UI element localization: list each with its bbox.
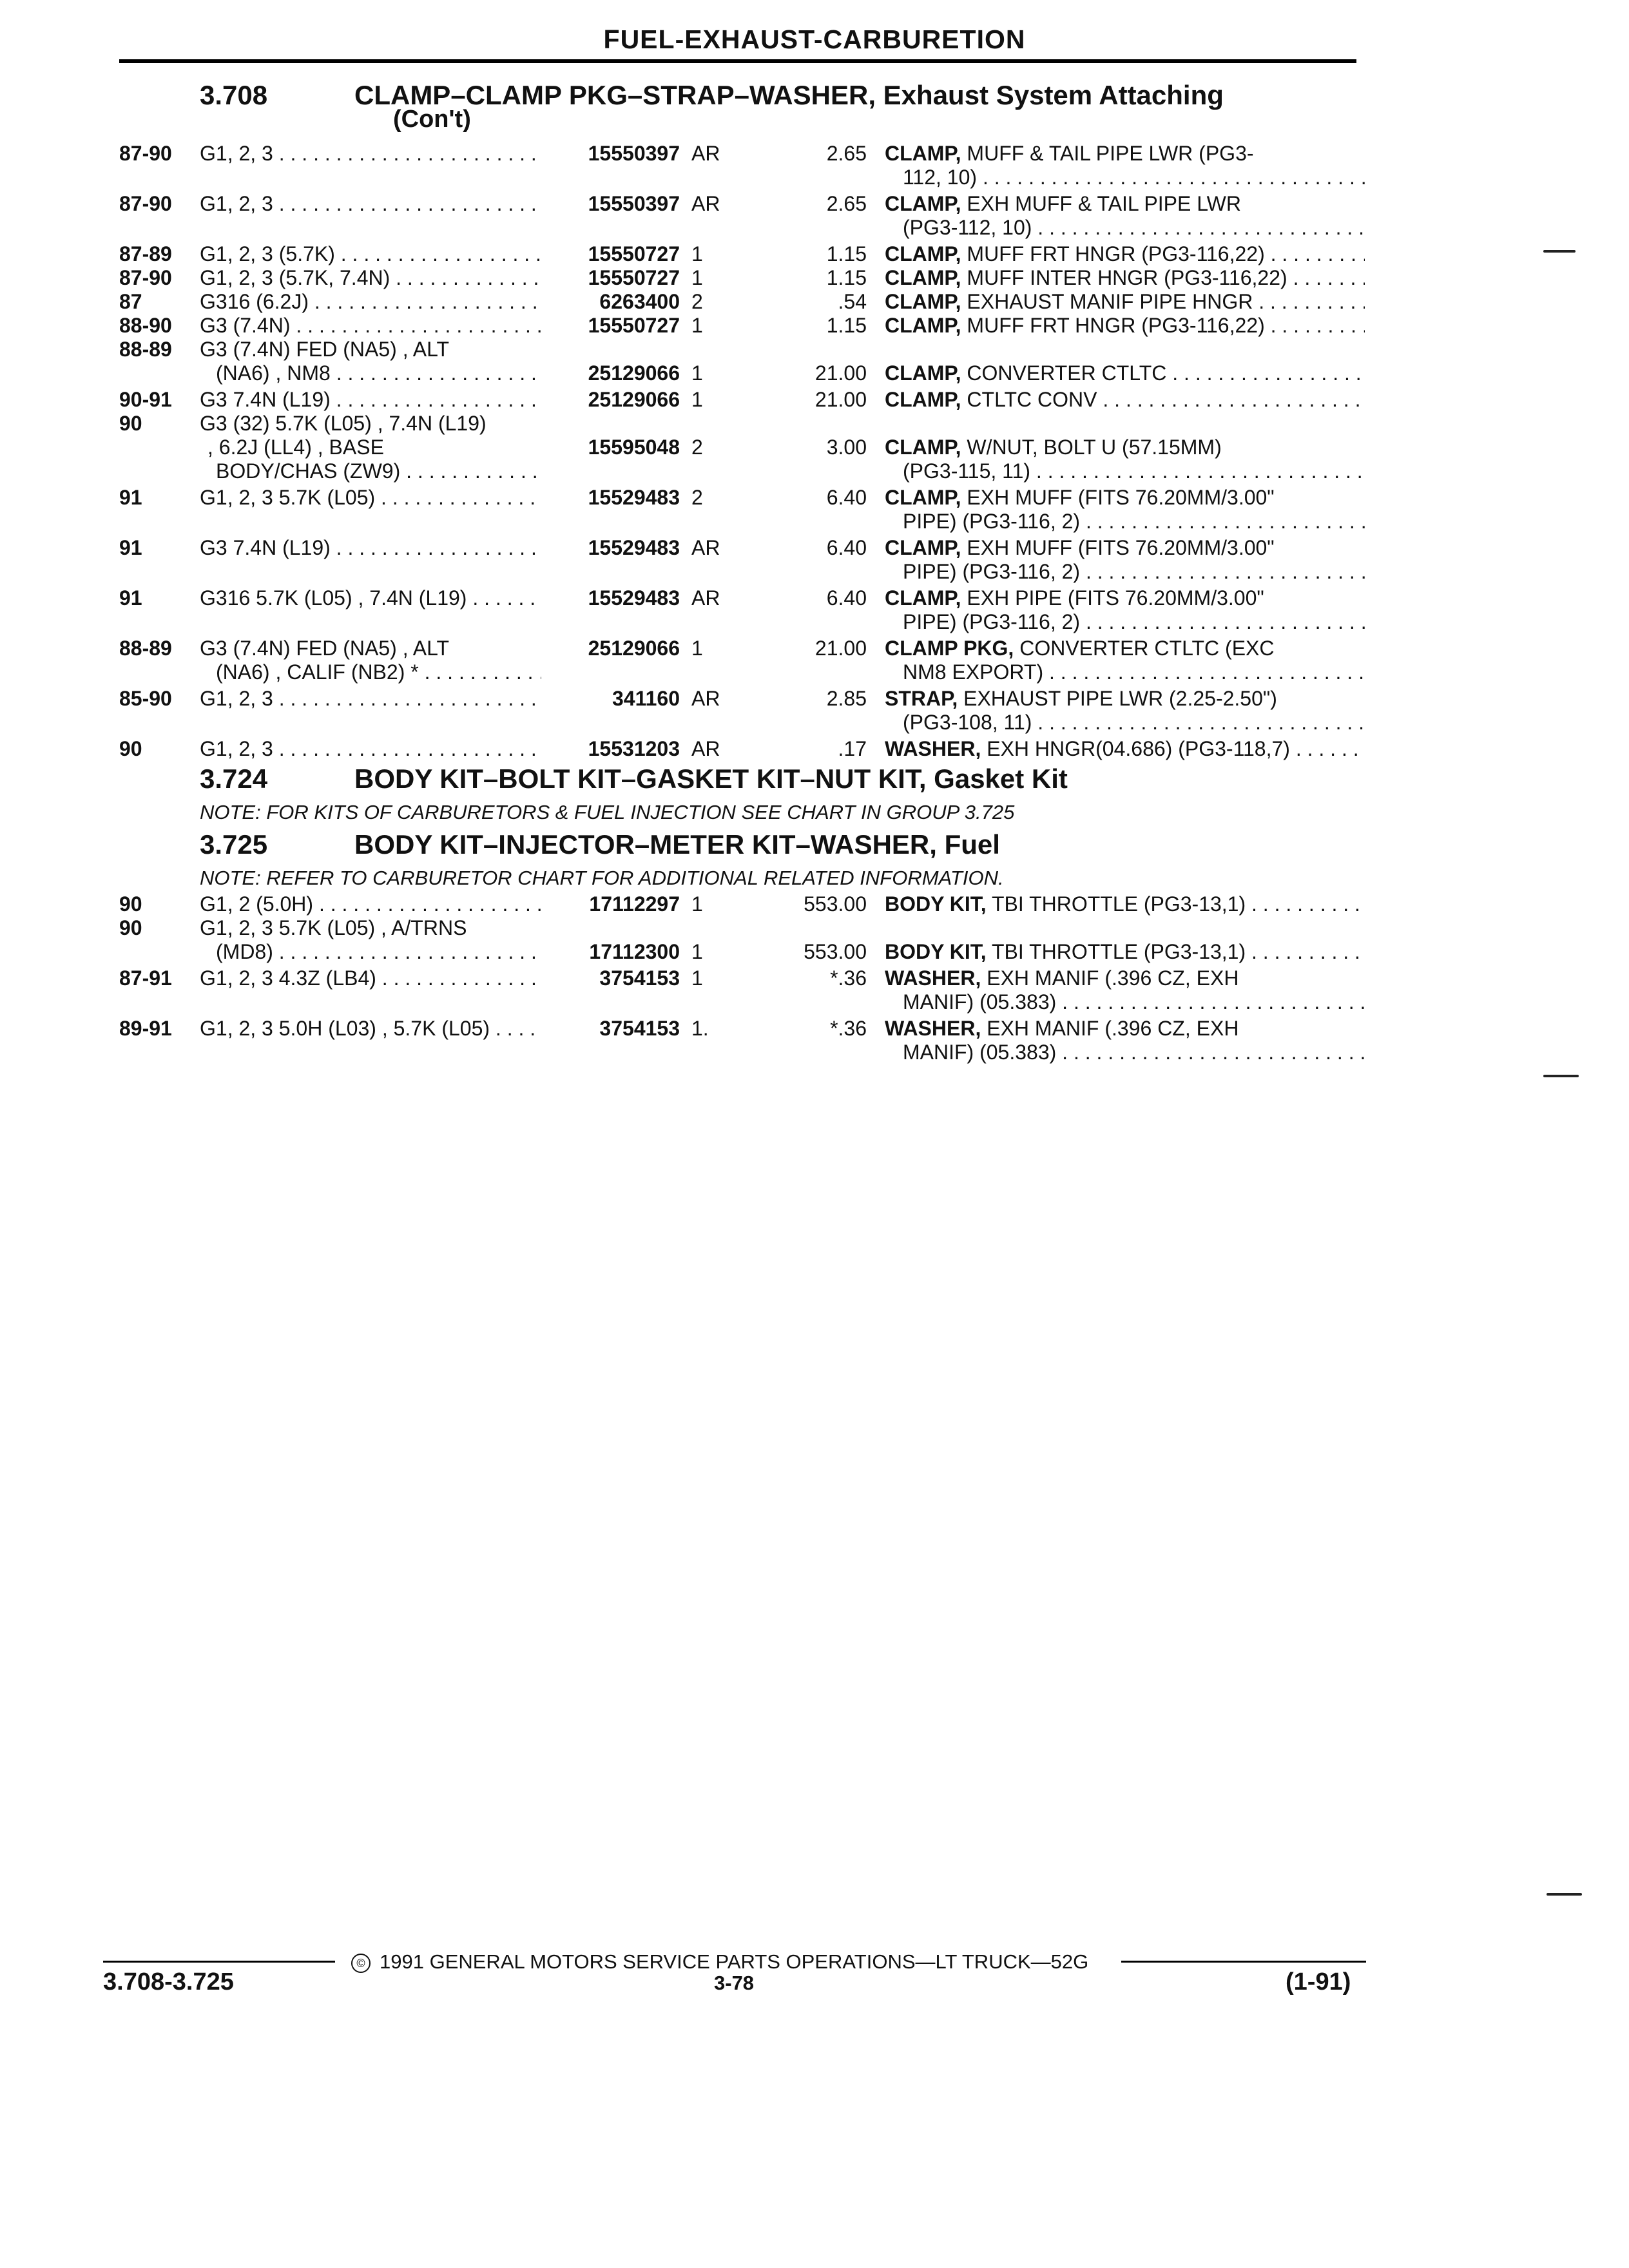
year-range: 87-90 [119,142,172,165]
quantity: 1 [691,966,703,990]
price: 553.00 [804,940,867,963]
quantity: AR [691,687,720,710]
table-row [119,536,1366,584]
description-name: WASHER, [885,737,981,760]
description-line [885,388,1365,412]
description-line [885,266,1365,290]
application-line: G3 (7.4N) FED (NA5) , ALT [200,338,450,361]
footer-edition: (1-91) [1286,1968,1351,1995]
description-name: BODY KIT, [885,892,987,916]
table-row [119,1017,1366,1064]
application-cell [200,142,541,166]
description-name: CLAMP, [885,586,961,610]
description-text: CONVERTER CTLTC [967,361,1167,385]
description-line [885,486,1365,510]
application-line: G3 (7.4N) FED (NA5) , ALT [200,637,450,660]
description-cell [885,940,1365,964]
description-name: CLAMP, [885,388,961,411]
application-line: BODY/CHAS (ZW9) . . . [200,459,541,483]
section-number: 3.725 [200,829,268,860]
quantity: 1 [691,266,703,289]
table-row [119,966,1366,1014]
application-line: G1, 2, 3 . . . [200,142,541,166]
description-text: MUFF & TAIL PIPE LWR (PG3- [967,142,1254,165]
application-line: G1, 2, 3 5.0H (L03) , 5.7K (L05) . . . [200,1017,541,1041]
description-line: PIPE) (PG3-116, 2) . . . [885,610,1365,634]
description-name: CLAMP, [885,192,961,215]
description-cell [885,966,1365,1014]
application-cell [200,892,541,916]
description-line [885,940,1365,964]
margin-tick [1543,1075,1579,1077]
part-number: 341160 [612,687,680,710]
description-name: CLAMP, [885,361,961,385]
price: 21.00 [815,388,867,411]
footer-page-number: 3-78 [714,1972,755,1994]
description-name: WASHER, [885,1017,981,1040]
parts-listing [119,77,1366,1067]
application-line: G1, 2, 3 . . . [200,737,541,761]
description-line [885,1017,1365,1041]
quantity: 1 [691,242,703,265]
table-row [119,687,1366,735]
year-range: 87-89 [119,242,172,265]
price: 21.00 [815,637,867,660]
part-number: 15529483 [588,586,680,610]
page-header-title: FUEL-EXHAUST-CARBURETION [603,24,1026,54]
price: 1.15 [826,314,867,337]
application-line: G3 7.4N (L19) . . . [200,388,541,412]
description-line [885,142,1365,166]
part-number: 15550727 [588,266,680,289]
description-cell [885,637,1365,684]
quantity: 1 [691,361,703,385]
quantity: 1 [691,314,703,337]
description-line [885,361,1365,385]
quantity: 1 [691,940,703,963]
quantity: 2 [691,290,703,313]
description-cell [885,687,1365,735]
section-note: NOTE: FOR KITS OF CARBURETORS & FUEL INJECTION SEE CHART IN GROUP 3.725 [200,801,1015,823]
price: 6.40 [826,486,867,509]
description-name: CLAMP, [885,290,961,313]
table-row [119,290,1366,314]
description-cell [885,314,1365,338]
description-line [885,737,1365,761]
year-range: 90 [119,737,142,760]
description-cell [885,388,1365,412]
footer-rule-right [1121,1961,1366,1963]
description-line [885,687,1365,711]
year-range: 90 [119,412,142,435]
description-line: PIPE) (PG3-116, 2) . . . [885,560,1365,584]
description-name: CLAMP, [885,242,961,265]
year-range: 91 [119,536,142,559]
application-cell [200,192,541,216]
description-cell [885,290,1365,314]
table-row [119,412,1366,483]
description-text: EXH MUFF (FITS 76.20MM/3.00" [967,486,1275,509]
quantity: AR [691,192,720,215]
description-line: (PG3-108, 11) . . . [885,711,1365,735]
description-line [885,892,1365,916]
section-heading [119,827,1366,864]
application-cell [200,338,541,385]
application-cell [200,966,541,990]
description-cell [885,486,1365,533]
description-cell [885,242,1365,266]
description-line [885,192,1365,216]
footer-rule-left [103,1961,335,1963]
description-line [885,314,1365,338]
description-cell [885,586,1365,634]
year-range: 91 [119,586,142,610]
quantity: 1 [691,637,703,660]
part-number: 15531203 [588,737,680,760]
description-name: CLAMP, [885,266,961,289]
table-row [119,486,1366,533]
application-line: G316 (6.2J) . . . [200,290,541,314]
table-row [119,314,1366,338]
section-title: BODY KIT–INJECTOR–METER KIT–WASHER, Fuel [354,829,1000,860]
quantity: AR [691,586,720,610]
table-row [119,916,1366,964]
description-line [885,966,1365,990]
application-line: , 6.2J (LL4) , BASE [207,436,384,459]
description-line: (PG3-115, 11) . . . [885,459,1365,483]
application-line: G316 5.7K (L05) , 7.4N (L19) . . . [200,586,541,610]
section-title: CLAMP–CLAMP PKG–STRAP–WASHER, Exhaust System Attaching [354,80,1224,110]
description-line [885,436,1365,459]
table-row [119,242,1366,266]
table-row [119,737,1366,761]
footer-copyright [351,1950,1088,1974]
quantity: AR [691,142,720,165]
description-line: NM8 EXPORT) . . . [885,660,1365,684]
application-cell [200,916,541,964]
price: 3.00 [826,436,867,459]
application-line: G1, 2, 3 (5.7K) . . . [200,242,541,266]
description-line [885,290,1365,314]
description-name: BODY KIT, [885,940,987,963]
application-cell [200,412,541,483]
application-cell [200,637,541,684]
table-row [119,338,1366,385]
part-number: 3754153 [599,1017,680,1040]
section-number: 3.724 [200,764,268,794]
description-name: CLAMP, [885,536,961,559]
description-name: CLAMP, [885,436,961,459]
year-range: 89-91 [119,1017,172,1040]
year-range: 91 [119,486,142,509]
quantity: 1 [691,892,703,916]
description-cell [885,266,1365,290]
part-number: 15529483 [588,536,680,559]
description-cell [885,192,1365,240]
copyright-text: 1991 GENERAL MOTORS SERVICE PARTS OPERATIONS—LT TRUCK—52G [380,1950,1089,1973]
part-number: 15550397 [588,192,680,215]
table-row [119,388,1366,412]
year-range: 87-91 [119,966,172,990]
quantity: 2 [691,486,703,509]
application-line: G3 7.4N (L19) . . . [200,536,541,560]
price: 21.00 [815,361,867,385]
application-cell [200,242,541,266]
price: 2.65 [826,192,867,215]
application-cell [200,1017,541,1041]
description-text: MUFF FRT HNGR (PG3-116,22) [967,242,1265,265]
year-range: 90-91 [119,388,172,411]
application-cell [200,290,541,314]
year-range: 87 [119,290,142,313]
application-line: G3 (32) 5.7K (L05) , 7.4N (L19) [200,412,487,435]
quantity: 2 [691,436,703,459]
description-text: EXH MUFF & TAIL PIPE LWR [967,192,1241,215]
year-range: 87-90 [119,266,172,289]
year-range: 88-90 [119,314,172,337]
header-rule [119,59,1356,63]
section-heading [119,77,1366,142]
description-text: W/NUT, BOLT U (57.15MM) [967,436,1222,459]
application-cell [200,486,541,510]
part-number: 15595048 [588,436,680,459]
price: 6.40 [826,536,867,559]
description-name: CLAMP PKG, [885,637,1014,660]
part-number: 25129066 [588,388,680,411]
application-cell [200,536,541,560]
description-name: CLAMP, [885,314,961,337]
application-line: (MD8) . . . [200,940,541,964]
application-cell [200,388,541,412]
application-cell [200,586,541,610]
part-number: 15550727 [588,242,680,265]
description-text: EXH HNGR(04.686) (PG3-118,7) [987,737,1290,760]
description-line [885,637,1365,660]
application-cell [200,737,541,761]
year-range: 90 [119,916,142,939]
application-line: G1, 2, 3 . . . [200,687,541,711]
footer-section-range: 3.708-3.725 [103,1968,234,1995]
table-row [119,142,1366,189]
description-text: CONVERTER CTLTC (EXC [1019,637,1275,660]
price: 6.40 [826,586,867,610]
description-text: EXH MANIF (.396 CZ, EXH [987,966,1239,990]
description-cell [885,892,1365,916]
table-row [119,192,1366,240]
quantity: AR [691,737,720,760]
description-line: MANIF) (05.383) . . . [885,990,1365,1014]
application-line: G1, 2, 3 4.3Z (LB4) . . . [200,966,541,990]
price: *.36 [830,1017,867,1040]
part-number: 25129066 [588,637,680,660]
price: .17 [838,737,867,760]
description-line: PIPE) (PG3-116, 2) . . . [885,510,1365,533]
description-text: TBI THROTTLE (PG3-13,1) [991,892,1246,916]
table-row [119,637,1366,684]
application-line: (NA6) , NM8 . . . [200,361,541,385]
section-number: 3.708 [200,80,268,110]
application-cell [200,687,541,711]
part-number: 25129066 [588,361,680,385]
application-line: G1, 2, 3 5.7K (L05) . . . [200,486,541,510]
description-text: EXHAUST PIPE LWR (2.25-2.50") [963,687,1277,710]
application-line: G1, 2 (5.0H) . . . [200,892,541,916]
application-line: G3 (7.4N) . . . [200,314,541,338]
section-heading [119,761,1366,798]
quantity: 1 [691,388,703,411]
year-range: 88-89 [119,637,172,660]
section-note: NOTE: REFER TO CARBURETOR CHART FOR ADDITIONAL RELATED INFORMATION. [200,867,1004,889]
quantity: 1. [691,1017,709,1040]
description-text: EXH MANIF (.396 CZ, EXH [987,1017,1239,1040]
description-line: 112, 10) . . . [885,166,1365,189]
application-line: (NA6) , CALIF (NB2) * . . . [200,660,541,684]
description-cell [885,1017,1365,1064]
description-text: MUFF INTER HNGR (PG3-116,22) [967,266,1287,289]
description-cell [885,361,1365,385]
description-text: EXH PIPE (FITS 76.20MM/3.00" [967,586,1264,610]
table-row [119,892,1366,916]
description-line [885,586,1365,610]
description-text: MUFF FRT HNGR (PG3-116,22) [967,314,1265,337]
part-number: 6263400 [599,290,680,313]
price: 2.85 [826,687,867,710]
description-line [885,536,1365,560]
application-line: G1, 2, 3 5.7K (L05) , A/TRNS [200,916,467,939]
part-number: 17112297 [589,892,680,916]
section-title: BODY KIT–BOLT KIT–GASKET KIT–NUT KIT, Gasket Kit [354,764,1068,794]
description-name: CLAMP, [885,142,961,165]
description-cell [885,737,1365,761]
application-line: G1, 2, 3 (5.7K, 7.4N) . . . [200,266,541,290]
price: 2.65 [826,142,867,165]
part-number: 15550397 [588,142,680,165]
description-text: CTLTC CONV [967,388,1097,411]
part-number: 17112300 [589,940,680,963]
description-text: TBI THROTTLE (PG3-13,1) [991,940,1246,963]
year-range: 87-90 [119,192,172,215]
part-number: 15529483 [588,486,680,509]
description-text: EXH MUFF (FITS 76.20MM/3.00" [967,536,1275,559]
description-line: (PG3-112, 10) . . . [885,216,1365,240]
description-name: CLAMP, [885,486,961,509]
table-row [119,586,1366,634]
description-cell [885,436,1365,483]
copyright-icon: © [351,1954,371,1973]
description-cell [885,536,1365,584]
quantity: AR [691,536,720,559]
description-line [885,242,1365,266]
description-name: WASHER, [885,966,981,990]
description-text: EXHAUST MANIF PIPE HNGR [967,290,1253,313]
margin-tick [1547,1893,1582,1896]
table-row [119,266,1366,290]
price: *.36 [830,966,867,990]
year-range: 88-89 [119,338,172,361]
part-number: 3754153 [599,966,680,990]
application-cell [200,266,541,290]
description-name: STRAP, [885,687,958,710]
application-cell [200,314,541,338]
application-line: G1, 2, 3 . . . [200,192,541,216]
price: 1.15 [826,266,867,289]
year-range: 90 [119,892,142,916]
price: 553.00 [804,892,867,916]
description-line: MANIF) (05.383) . . . [885,1041,1365,1064]
price: 1.15 [826,242,867,265]
part-number: 15550727 [588,314,680,337]
description-cell [885,142,1365,189]
price: .54 [838,290,867,313]
section-subtitle: (Con't) [393,106,471,133]
margin-tick [1543,250,1576,253]
year-range: 85-90 [119,687,172,710]
